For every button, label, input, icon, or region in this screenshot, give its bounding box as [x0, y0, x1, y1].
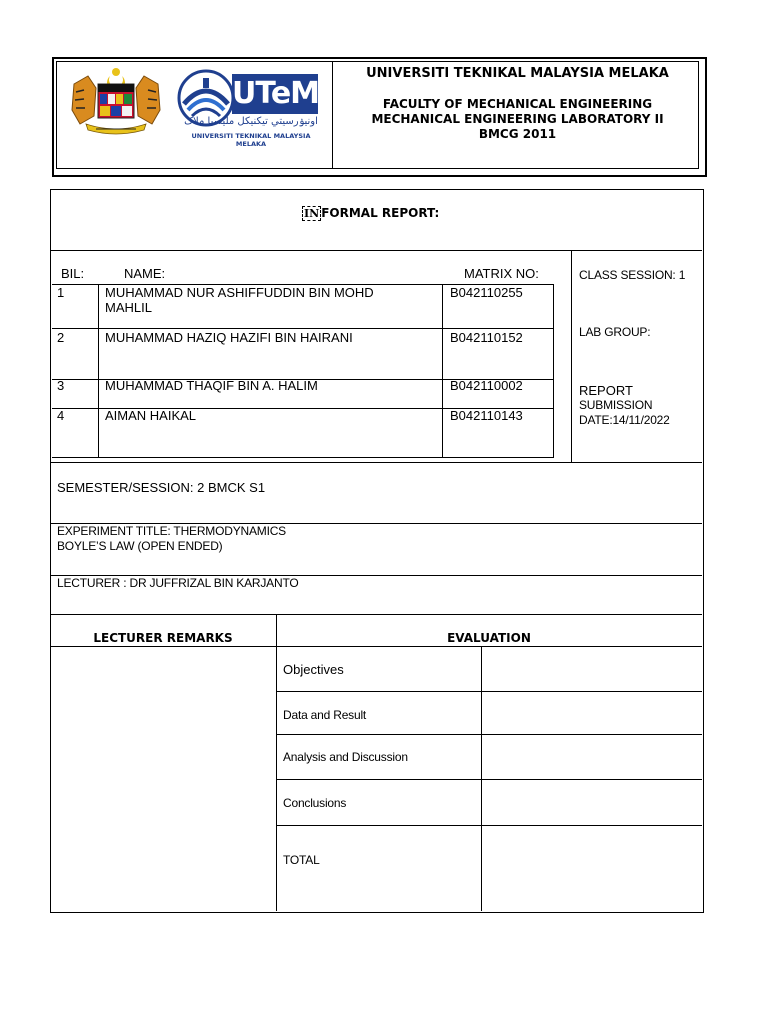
eval-row-divider-3: [276, 779, 702, 780]
class-session: CLASS SESSION: 1: [579, 268, 686, 282]
eval-row-divider-1: [276, 691, 702, 692]
member-3-matrix: B042110002: [450, 378, 523, 393]
lecturer-remarks-header: LECTURER REMARKS: [93, 631, 233, 645]
divider-lecturer: [50, 614, 702, 615]
eval-item-conclusions: Conclusions: [283, 796, 347, 810]
eval-item-objectives: Objectives: [283, 662, 344, 677]
divider-eval-header: [50, 646, 702, 647]
utem-logo: [176, 68, 326, 146]
report-label: REPORT: [579, 383, 633, 398]
eval-row-divider-4: [276, 825, 702, 826]
eval-row-divider-2: [276, 734, 702, 735]
member-1-bil: 1: [57, 285, 65, 300]
coat-of-arms-icon: [66, 66, 166, 136]
divider-side-column: [571, 250, 572, 462]
members-row-divider-1: [52, 328, 554, 329]
member-3-bil: 3: [57, 378, 65, 393]
report-type-suffix: FORMAL REPORT:: [321, 206, 440, 220]
member-4-name: AIMAN HAIKAL: [105, 408, 197, 423]
eval-item-data-result: Data and Result: [283, 708, 367, 722]
course-code: BMCG 2011: [478, 127, 557, 141]
eval-item-analysis: Analysis and Discussion: [283, 750, 408, 764]
semester-session: SEMESTER/SESSION: 2 BMCK S1: [57, 480, 266, 495]
member-2-bil: 2: [57, 330, 65, 345]
divider-remarks-column: [276, 614, 277, 911]
university-name: UNIVERSITI TEKNIKAL MALAYSIA MELAKA: [366, 66, 669, 81]
member-3-name: MUHAMMAD THAQIF BIN A. HALIM: [105, 378, 318, 393]
member-2-matrix: B042110152: [450, 330, 523, 345]
utem-logo-jawi: اونيۏرسيتي تيکنيکل مليسيا ملاک: [184, 116, 318, 127]
experiment-title: EXPERIMENT TITLE: THERMODYNAMICS: [57, 524, 286, 538]
utem-logo-subtitle: UNIVERSITI TEKNIKAL MALAYSIA MELAKA: [191, 132, 311, 148]
member-1-matrix: B042110255: [450, 285, 523, 300]
member-1-name: MUHAMMAD NUR ASHIFFUDDIN BIN MOHD: [105, 285, 374, 300]
bil-header: BIL:: [61, 266, 85, 281]
member-4-matrix: B042110143: [450, 408, 523, 423]
submission-date: DATE:14/11/2022: [579, 413, 670, 427]
divider-report-type: [50, 250, 702, 251]
member-4-bil: 4: [57, 408, 65, 423]
report-type: [302, 206, 439, 221]
faculty-name: FACULTY OF MECHANICAL ENGINEERING: [382, 97, 653, 111]
submission-label: SUBMISSION: [579, 398, 653, 412]
divider-members: [50, 462, 702, 463]
members-col-divider-1: [98, 284, 99, 458]
evaluation-header: EVALUATION: [447, 631, 531, 645]
members-col-divider-2: [442, 284, 443, 458]
lab-name: MECHANICAL ENGINEERING LABORATORY II: [371, 112, 664, 126]
report-type-prefix: IN: [304, 207, 320, 220]
name-header: NAME:: [124, 266, 166, 281]
matrix-header: MATRIX NO:: [464, 266, 539, 281]
experiment-subtitle: BOYLE’S LAW (OPEN ENDED): [57, 539, 223, 553]
member-1-name-cont: MAHLIL: [105, 300, 152, 315]
lecturer: LECTURER : DR JUFFRIZAL BIN KARJANTO: [57, 576, 299, 590]
utem-logo-text: UTeM: [232, 74, 318, 114]
eval-item-total: TOTAL: [283, 853, 320, 867]
member-2-name: MUHAMMAD HAZIQ HAZIFI BIN HAIRANI: [105, 330, 353, 345]
lab-group: LAB GROUP:: [579, 325, 651, 339]
